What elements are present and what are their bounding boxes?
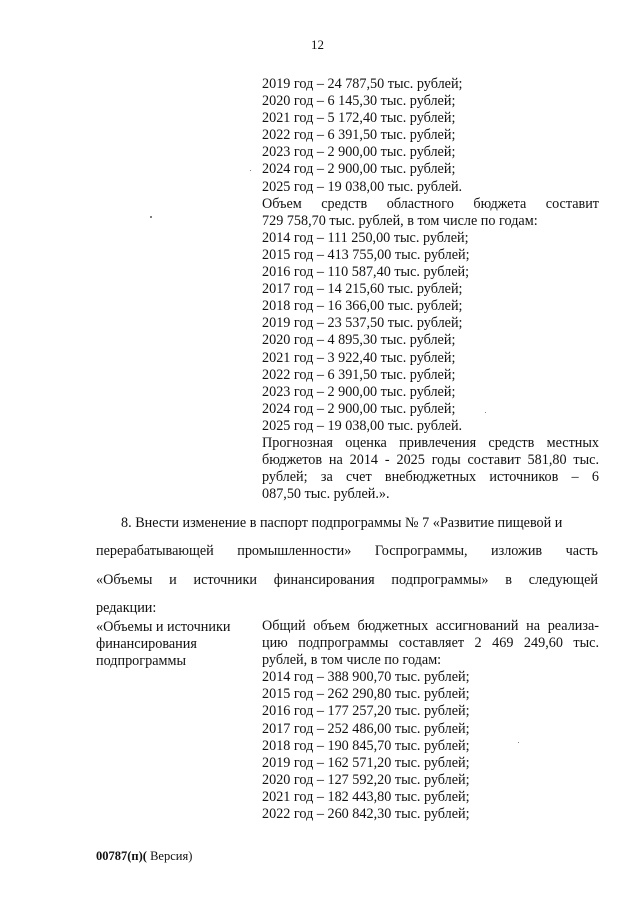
regional-budget-line: 2015 год – 413 755,00 тыс. рублей; <box>262 246 470 263</box>
regional-budget-line: 2021 год – 3 922,40 тыс. рублей; <box>262 349 456 366</box>
budget-line: 2020 год – 6 145,30 тыс. рублей; <box>262 93 456 110</box>
page-number: 12 <box>311 37 324 52</box>
paragraph-8-line: перерабатывающей промышленности» Госпрограммы, изложив часть <box>96 543 598 560</box>
paragraph-8-line: 8. Внести изменение в паспорт подпрограммы № 7 «Развитие пищевой и <box>121 515 563 531</box>
passport-year-line: 2018 год – 190 845,70 тыс. рублей; <box>262 737 470 754</box>
regional-budget-line: 2020 год – 4 895,30 тыс. рублей; <box>262 332 456 349</box>
passport-year-line: 2016 год – 177 257,20 тыс. рублей; <box>262 703 470 720</box>
passport-right-column <box>262 618 599 823</box>
passport-label-line: подпрограммы <box>96 653 186 670</box>
forecast-line: 087,50 тыс. рублей.». <box>262 486 390 503</box>
regional-budget-intro: Объем средств областного бюджета составит <box>262 195 599 212</box>
passport-year-line: 2021 год – 182 443,80 тыс. рублей; <box>262 788 470 805</box>
forecast-line: Прогнозная оценка привлечения средств местных <box>262 434 599 451</box>
paragraph-8 <box>96 509 598 622</box>
regional-budget-line: 2025 год – 19 038,00 тыс. рублей. <box>262 417 463 434</box>
budget-line: 2022 год – 6 391,50 тыс. рублей; <box>262 127 456 144</box>
document-footer <box>96 849 192 864</box>
passport-intro-line: Общий объем бюджетных ассигнований на реализа- <box>262 618 599 634</box>
budget-line: 2023 год – 2 900,00 тыс. рублей; <box>262 144 456 161</box>
budget-line: 2019 год – 24 787,50 тыс. рублей; <box>262 76 463 92</box>
passport-label-line: «Объемы и источники <box>96 619 231 635</box>
budget-line: 2021 год – 5 172,40 тыс. рублей; <box>262 110 456 127</box>
passport-left-column <box>96 619 256 670</box>
passport-year-line: 2020 год – 127 592,20 тыс. рублей; <box>262 771 470 788</box>
passport-intro-line: цию подпрограммы составляет 2 469 249,60 тыс. <box>262 635 599 652</box>
regional-budget-line: 2023 год – 2 900,00 тыс. рублей; <box>262 383 456 400</box>
regional-budget-line: 2022 год – 6 391,50 тыс. рублей; <box>262 366 456 383</box>
passport-year-line: 2015 год – 262 290,80 тыс. рублей; <box>262 686 470 703</box>
footer-version: Версия) <box>146 849 193 863</box>
passport-label-line: финансирования <box>96 636 197 653</box>
forecast-line: рублей; за счет внебюджетных источников – 6 <box>262 469 599 486</box>
paragraph-8-line: «Объемы и источники финансирования подпрограммы» в следующей <box>96 571 598 588</box>
passport-intro-line: рублей, в том числе по годам: <box>262 652 442 669</box>
passport-year-line: 2019 год – 162 571,20 тыс. рублей; <box>262 754 470 771</box>
budget-text-block <box>262 76 599 503</box>
budget-line: 2024 год – 2 900,00 тыс. рублей; <box>262 161 456 178</box>
scan-speck <box>150 216 152 218</box>
passport-year-line: 2017 год – 252 486,00 тыс. рублей; <box>262 720 470 737</box>
regional-budget-line: 2018 год – 16 366,00 тыс. рублей; <box>262 298 463 315</box>
regional-budget-line: 2017 год – 14 215,60 тыс. рублей; <box>262 281 463 298</box>
footer-code: 00787(п)( <box>96 849 147 863</box>
budget-line: 2025 год – 19 038,00 тыс. рублей. <box>262 178 463 195</box>
scan-speck <box>518 742 519 743</box>
regional-budget-line: 2019 год – 23 537,50 тыс. рублей; <box>262 315 463 332</box>
scan-speck <box>250 170 251 171</box>
passport-year-line: 2014 год – 388 900,70 тыс. рублей; <box>262 669 470 686</box>
regional-budget-line: 2016 год – 110 587,40 тыс. рублей; <box>262 264 470 281</box>
regional-budget-total: 729 758,70 тыс. рублей, в том числе по годам: <box>262 212 538 229</box>
regional-budget-line: 2014 год – 111 250,00 тыс. рублей; <box>262 229 469 246</box>
regional-budget-line: 2024 год – 2 900,00 тыс. рублей; <box>262 400 456 417</box>
scan-speck <box>485 412 486 413</box>
passport-year-line: 2022 год – 260 842,30 тыс. рублей; <box>262 806 470 823</box>
paragraph-8-line: редакции: <box>96 599 157 616</box>
forecast-line: бюджетов на 2014 - 2025 годы составит 581,80 тыс. <box>262 452 599 469</box>
